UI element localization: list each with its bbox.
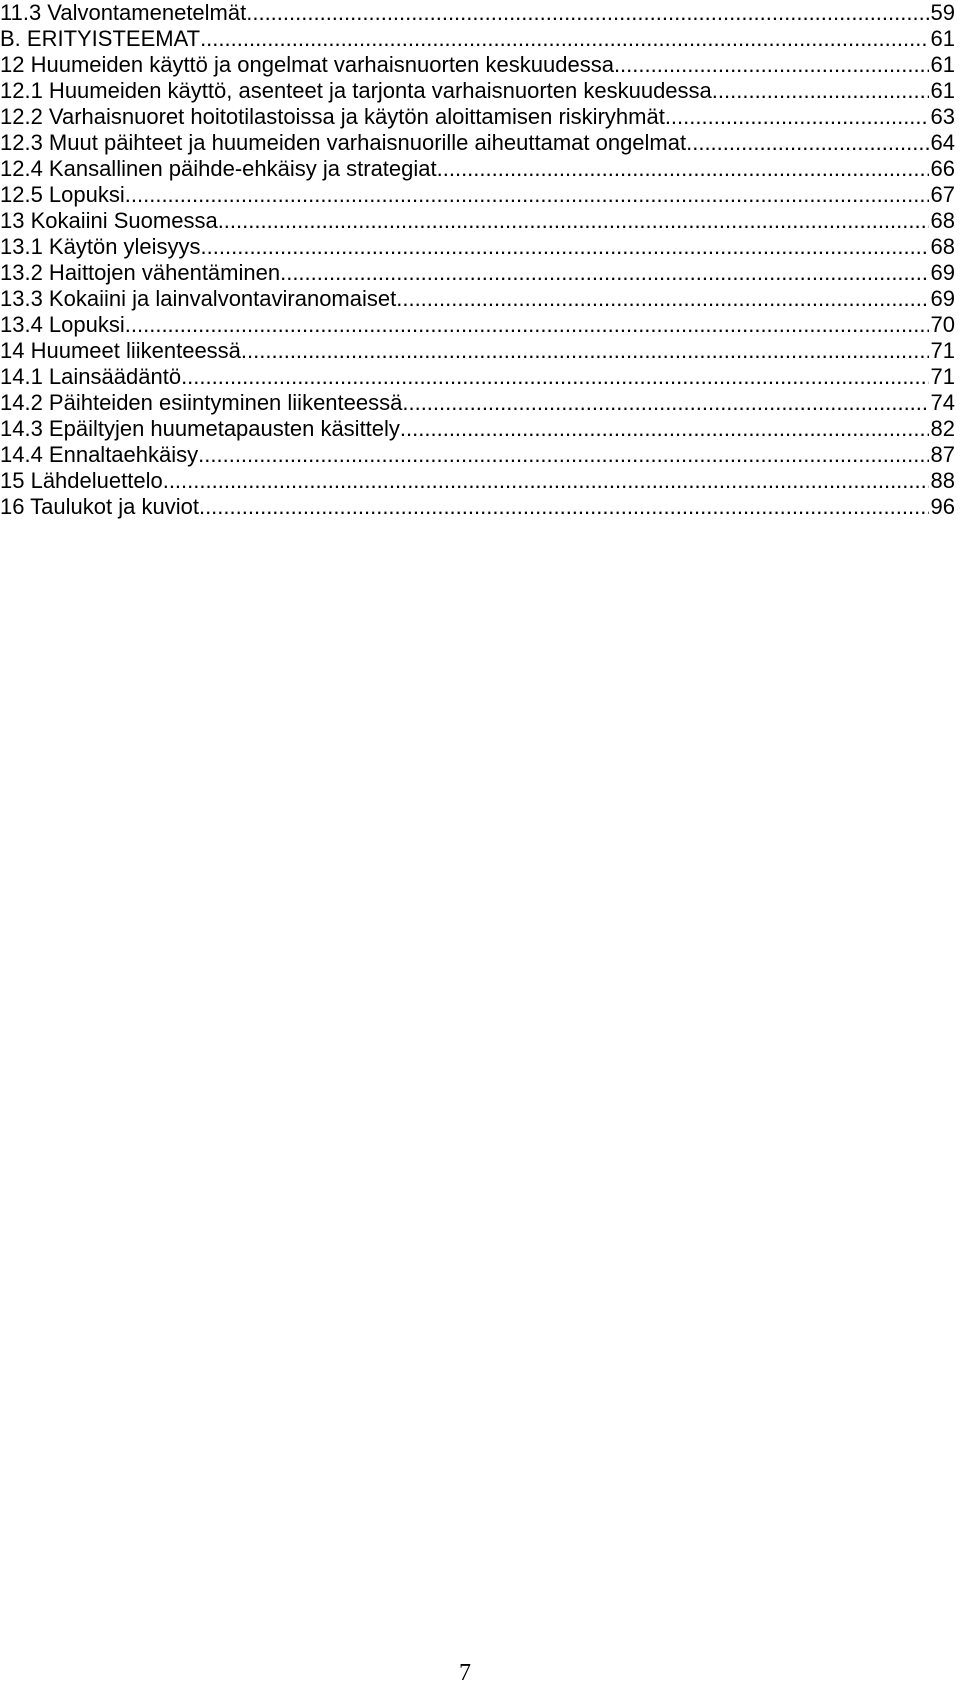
- toc-entry-title: 12.4 Kansallinen päihde-ehkäisy ja strategiat: [0, 156, 437, 181]
- toc-entry-page: 70: [930, 312, 955, 337]
- toc-entry[interactable]: [0, 494, 955, 520]
- toc-entry[interactable]: [0, 182, 955, 208]
- toc-entry-page: 87: [930, 442, 955, 467]
- toc-entry[interactable]: [0, 156, 955, 182]
- toc-entry[interactable]: [0, 130, 955, 156]
- toc-entry[interactable]: [0, 260, 955, 286]
- toc-entry[interactable]: [0, 78, 955, 104]
- toc-entry-page: 66: [930, 156, 955, 181]
- toc-entry[interactable]: [0, 234, 955, 260]
- toc-entry-title: 14.4 Ennaltaehkäisy: [0, 442, 199, 467]
- toc-entry[interactable]: [0, 286, 955, 312]
- toc-dot-leader: [614, 52, 929, 78]
- toc-dot-leader: [246, 0, 928, 26]
- toc-dot-leader: [198, 442, 928, 468]
- toc-dot-leader: [712, 78, 929, 104]
- toc-entry-title: 12.5 Lopuksi: [0, 182, 125, 207]
- toc-entry[interactable]: [0, 312, 955, 338]
- toc-dot-leader: [163, 468, 929, 494]
- toc-entry-title: 13.1 Käytön yleisyys: [0, 234, 201, 259]
- toc-entry[interactable]: [0, 0, 955, 26]
- toc-entry-title: 16 Taulukot ja kuviot: [0, 494, 199, 519]
- toc-entry-page: 96: [930, 494, 955, 519]
- toc-entry-title: 13.2 Haittojen vähentäminen: [0, 260, 281, 285]
- table-of-contents: [0, 0, 955, 520]
- toc-entry-title: 12.3 Muut päihteet ja huumeiden varhaisnuorille aiheuttamat ongelmat: [0, 130, 687, 155]
- toc-entry-page: 67: [930, 182, 955, 207]
- toc-entry-page: 82: [930, 416, 955, 441]
- toc-entry-title: 13.4 Lopuksi: [0, 312, 125, 337]
- toc-entry[interactable]: [0, 390, 955, 416]
- toc-entry[interactable]: [0, 364, 955, 390]
- toc-dot-leader: [437, 156, 929, 182]
- toc-entry-page: 64: [930, 130, 955, 155]
- toc-entry-page: 61: [930, 52, 955, 77]
- toc-entry[interactable]: [0, 26, 955, 52]
- toc-dot-leader: [200, 26, 928, 52]
- toc-dot-leader: [218, 208, 929, 234]
- toc-entry[interactable]: [0, 468, 955, 494]
- toc-dot-leader: [125, 182, 929, 208]
- toc-entry-page: 61: [930, 26, 955, 51]
- toc-dot-leader: [686, 130, 928, 156]
- toc-entry-title: 14.2 Päihteiden esiintyminen liikenteessä: [0, 390, 403, 415]
- toc-entry-title: 11.3 Valvontamenetelmät: [0, 0, 247, 25]
- toc-dot-leader: [201, 234, 929, 260]
- toc-entry-title: 14 Huumeet liikenteessä: [0, 338, 241, 363]
- toc-entry-title: 13 Kokaiini Suomessa: [0, 208, 218, 233]
- toc-entry-title: 13.3 Kokaiini ja lainvalvontaviranomaiset: [0, 286, 397, 311]
- toc-entry[interactable]: [0, 338, 955, 364]
- toc-entry-page: 71: [930, 364, 955, 389]
- toc-entry[interactable]: [0, 104, 955, 130]
- toc-entry-page: 68: [930, 208, 955, 233]
- toc-entry-title: B. ERITYISTEEMAT: [0, 26, 201, 51]
- toc-entry-page: 59: [930, 0, 955, 25]
- toc-entry-title: 14.1 Lainsäädäntö: [0, 364, 182, 389]
- toc-dot-leader: [280, 260, 928, 286]
- toc-entry[interactable]: [0, 442, 955, 468]
- toc-entry-title: 12.1 Huumeiden käyttö, asenteet ja tarjonta varhaisnuorten keskuudessa: [0, 78, 712, 103]
- toc-entry-title: 12 Huumeiden käyttö ja ongelmat varhaisnuorten keskuudessa: [0, 52, 614, 77]
- toc-entry-page: 68: [930, 234, 955, 259]
- toc-entry-page: 69: [930, 286, 955, 311]
- toc-entry-page: 71: [930, 338, 955, 363]
- toc-entry-page: 61: [930, 78, 955, 103]
- toc-dot-leader: [241, 338, 929, 364]
- toc-entry-title: 12.2 Varhaisnuoret hoitotilastoissa ja käytön aloittamisen riskiryhmät: [0, 104, 665, 129]
- toc-dot-leader: [665, 104, 929, 130]
- toc-entry[interactable]: [0, 416, 955, 442]
- toc-dot-leader: [402, 390, 928, 416]
- toc-dot-leader: [181, 364, 928, 390]
- toc-entry-page: 63: [930, 104, 955, 129]
- toc-dot-leader: [396, 286, 928, 312]
- toc-entry[interactable]: [0, 208, 955, 234]
- toc-entry[interactable]: [0, 52, 955, 78]
- toc-entry-title: 15 Lähdeluettelo: [0, 468, 163, 493]
- toc-entry-title: 14.3 Epäiltyjen huumetapausten käsittely: [0, 416, 400, 441]
- toc-dot-leader: [199, 494, 929, 520]
- toc-dot-leader: [125, 312, 929, 338]
- page-number: 7: [459, 1660, 471, 1686]
- toc-dot-leader: [400, 416, 929, 442]
- toc-entry-page: 69: [930, 260, 955, 285]
- toc-entry-page: 88: [930, 468, 955, 493]
- toc-entry-page: 74: [930, 390, 955, 415]
